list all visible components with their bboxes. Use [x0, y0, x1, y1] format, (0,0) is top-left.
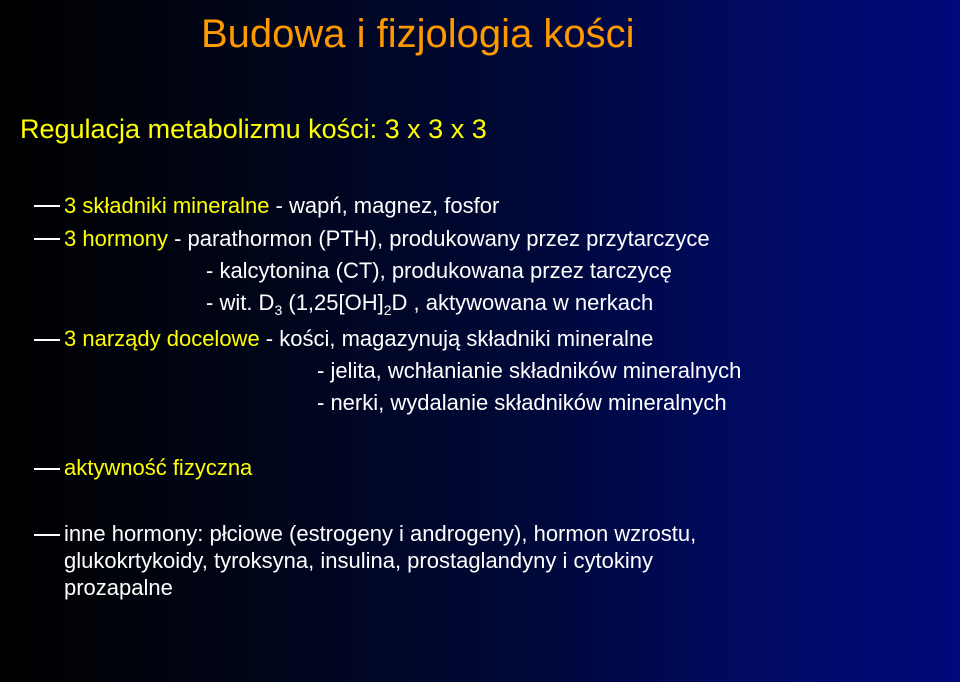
organs-label: 3 narządy docelowe: [64, 326, 260, 351]
vitd-suffix: D , aktywowana w nerkach: [391, 290, 654, 315]
vitd-mid: (1,25[OH]: [282, 290, 384, 315]
organs-line-2: - jelita, wchłanianie składników mineralnych: [317, 358, 742, 383]
bullet-dash-minerals: [34, 205, 60, 207]
organs-text: - kości, magazynują składniki mineralne: [259, 326, 654, 351]
hormones-line-2: - kalcytonina (CT), produkowana przez tarczycę: [206, 258, 672, 283]
activity-label: aktywność fizyczna: [64, 455, 253, 480]
hormones-line-3: [206, 290, 653, 323]
minerals-text: - wapń, magnez, fosfor: [269, 193, 500, 218]
other-hormones-line-2: glukokrtykoidy, tyroksyna, insulina, prostaglandyny i cytokiny: [64, 548, 653, 573]
vitd-prefix: - wit. D: [206, 290, 275, 315]
other-hormones-line-1: inne hormony: płciowe (estrogeny i androgeny), hormon wzrostu,: [64, 521, 697, 546]
bullet-dash-other-hormones: [34, 534, 60, 536]
bullet-dash-organs: [34, 339, 60, 341]
hormones-text: - parathormon (PTH), produkowany przez przytarczyce: [167, 226, 710, 251]
organs-line-1: [64, 326, 653, 352]
organs-line-3: - nerki, wydalanie składników mineralnych: [317, 390, 727, 415]
minerals-line: [64, 193, 499, 219]
bullet-dash-hormones: [34, 238, 60, 240]
bullet-dash-activity: [34, 468, 60, 470]
hormones-label: 3 hormony: [64, 226, 168, 251]
vitd-subscript-3: 3: [274, 302, 283, 318]
vitd-subscript-2: 2: [383, 302, 392, 318]
slide-title: Budowa i fizjologia kości: [201, 12, 635, 56]
other-hormones-line-3: prozapalne: [64, 575, 173, 600]
minerals-label: 3 składniki mineralne: [64, 193, 270, 218]
hormones-line-1: [64, 226, 710, 252]
slide-subtitle: Regulacja metabolizmu kości: 3 x 3 x 3: [20, 114, 487, 144]
